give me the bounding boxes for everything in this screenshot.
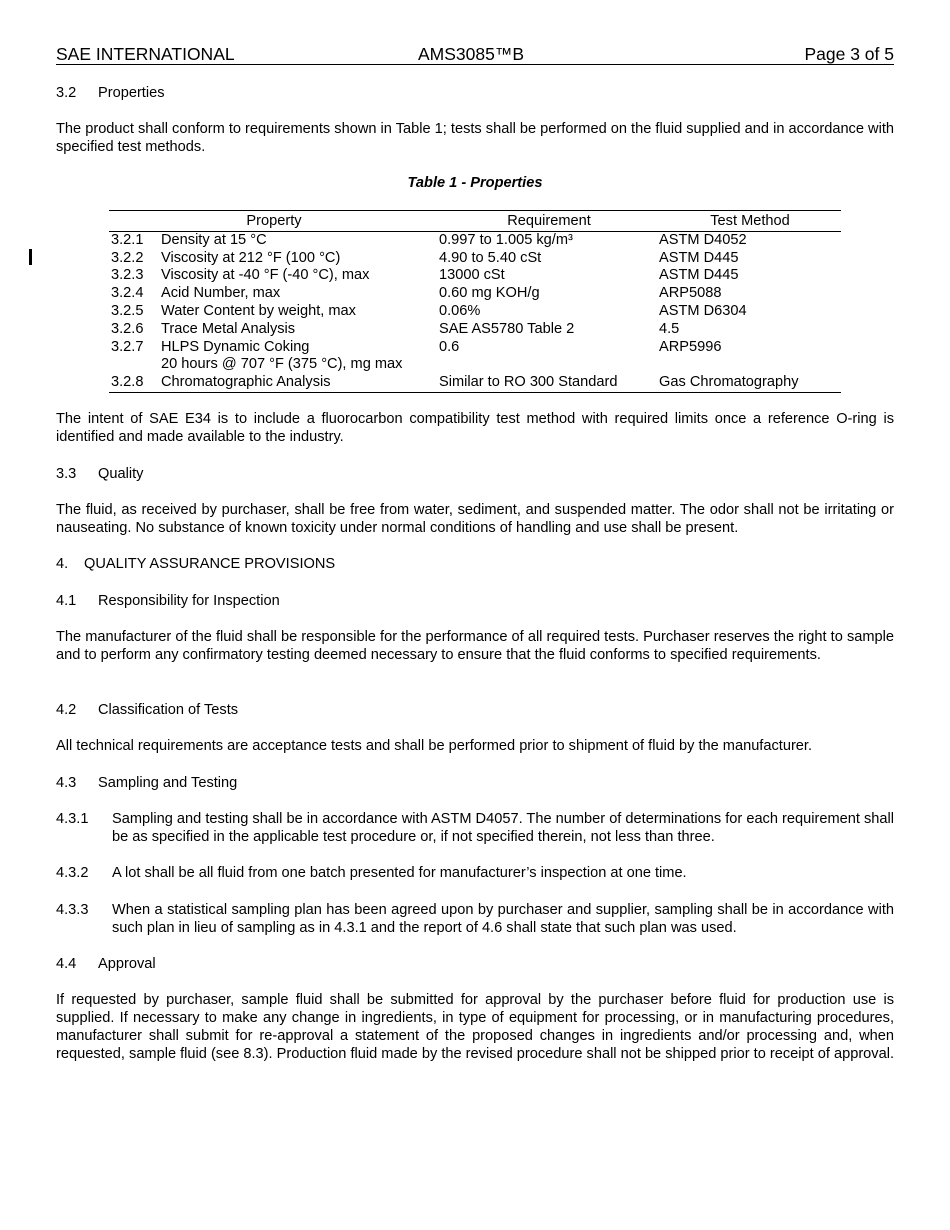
section-number: 4.3	[56, 775, 77, 791]
cell-requirement: Similar to RO 300 Standard	[439, 374, 659, 392]
cell-requirement: 0.6	[439, 338, 460, 355]
header-page-number: Page 3 of 5	[804, 44, 894, 64]
cell-number: 3.2.8	[109, 374, 161, 392]
cell-requirement: 0.997 to 1.005 kg/m³	[439, 231, 573, 248]
section-4-1-heading	[56, 592, 894, 610]
cell-requirement: 0.60 mg KOH/g	[439, 285, 540, 302]
cell-property: Viscosity at 212 °F (100 °C)	[161, 249, 341, 266]
cell-test-method: Gas Chromatography	[659, 374, 841, 392]
cell-test-method: 4.5	[659, 320, 680, 337]
change-bar	[29, 249, 32, 265]
cell-property: HLPS Dynamic Coking	[161, 338, 310, 355]
properties-table	[109, 210, 841, 393]
section-number: 4.4	[56, 956, 77, 972]
section-title: Responsibility for Inspection	[98, 593, 280, 609]
cell-test-method: ASTM D445	[659, 267, 739, 284]
cell-number	[109, 356, 161, 374]
column-header-test-method: Test Method	[659, 211, 841, 232]
table-row	[109, 339, 841, 357]
table-row	[109, 250, 841, 268]
clause-number: 4.3.2	[56, 865, 89, 881]
clause-number: 4.3.3	[56, 902, 89, 918]
cell-requirement	[439, 356, 659, 374]
cell-requirement: 0.06%	[439, 302, 481, 319]
column-header-requirement: Requirement	[439, 211, 659, 232]
section-title: Sampling and Testing	[98, 775, 238, 791]
cell-property: Trace Metal Analysis	[161, 320, 296, 337]
section-title: Classification of Tests	[98, 702, 239, 718]
section-4-3-heading	[56, 774, 894, 792]
cell-property: Chromatographic Analysis	[161, 374, 439, 392]
cell-test-method: ASTM D6304	[659, 302, 747, 319]
table-caption: Table 1 - Properties	[407, 175, 543, 191]
cell-number: 3.2.4	[111, 285, 144, 302]
cell-property: Water Content by weight, max	[161, 302, 356, 319]
section-title: Quality	[98, 466, 144, 482]
section-3-3-heading	[56, 465, 894, 483]
cell-requirement: 4.90 to 5.40 cSt	[439, 249, 542, 266]
table-row	[109, 285, 841, 303]
section-number: 3.2	[56, 85, 77, 101]
table-row	[109, 321, 841, 339]
cell-number: 3.2.2	[111, 249, 144, 266]
cell-property: Density at 15 °C	[161, 231, 267, 248]
section-title: Approval	[98, 956, 156, 972]
table-row	[109, 374, 841, 392]
section-title: Properties	[98, 85, 165, 101]
clause-text: Sampling and testing shall be in accordance with ASTM D4057. The number of determinations for each requirement shall be as specified in the applicable test procedure or, if not specified therein, not less than three.	[112, 811, 894, 845]
section-4-2-paragraph: All technical requirements are acceptance tests and shall be performed prior to shipment of fluid by the manufacturer.	[56, 738, 813, 754]
table-row	[109, 356, 841, 374]
section-3-3-paragraph: The fluid, as received by purchaser, shall be free from water, sediment, and suspended matter. The odor shall not be irritating or nauseating. No substance of known toxicity under normal conditions of handling and use shall be present.	[56, 502, 894, 536]
cell-property: 20 hours @ 707 °F (375 °C), mg max	[161, 356, 403, 373]
clause-text: A lot shall be all fluid from one batch presented for manufacturer’s inspection at one time.	[112, 865, 687, 881]
section-4-2-heading	[56, 701, 894, 719]
cell-number: 3.2.1	[111, 231, 144, 248]
clause-text: When a statistical sampling plan has been agreed upon by purchaser and supplier, sampling shall be in accordance with such plan in lieu of sampling as in 4.3.1 and the report of 4.6 shall state that such plan was used.	[112, 902, 894, 936]
cell-number: 3.2.5	[111, 302, 144, 319]
column-header-property: Property	[109, 211, 439, 232]
e34-note-paragraph: The intent of SAE E34 is to include a fluorocarbon compatibility test method with required limits once a reference O-ring is identified and made available to the industry.	[56, 411, 894, 445]
cell-property: Viscosity at -40 °F (-40 °C), max	[161, 267, 370, 284]
section-3-2-paragraph: The product shall conform to requirements shown in Table 1; tests shall be performed on the fluid supplied and in accordance with specified test methods.	[56, 121, 894, 155]
section-number: 4.	[56, 556, 69, 572]
section-number: 4.1	[56, 593, 77, 609]
table-row	[109, 231, 841, 249]
cell-test-method: ASTM D4052	[659, 231, 747, 248]
cell-number: 3.2.3	[111, 267, 144, 284]
cell-number: 3.2.6	[111, 320, 144, 337]
section-3-2-heading	[56, 84, 894, 102]
section-4-4-paragraph: If requested by purchaser, sample fluid shall be submitted for approval by the purchaser before fluid for production use is supplied. If necessary to make any change in ingredients, in type of equipment for processing, or in manufacturing procedures, manufacturer shall submit for re-approval a statement of the proposed changes in ingredients and/or processing and, when requested, sample fluid (see 8.3). Production fluid made by the revised procedure shall not be shipped prior to receipt of approval.	[56, 992, 895, 1062]
section-number: 4.2	[56, 702, 77, 718]
section-title: QUALITY ASSURANCE PROVISIONS	[84, 556, 336, 572]
cell-test-method: ASTM D445	[659, 249, 739, 266]
cell-test-method: ARP5996	[659, 338, 722, 355]
section-number: 3.3	[56, 466, 77, 482]
clause-4-3-2	[56, 864, 894, 884]
clause-4-3-3	[56, 901, 894, 941]
table-header-row	[109, 211, 841, 232]
section-4-4-heading	[56, 955, 894, 973]
section-4-heading	[56, 555, 894, 573]
cell-property: Acid Number, max	[161, 285, 281, 302]
table-row	[109, 303, 841, 321]
header-document-id: AMS3085™B	[418, 44, 525, 64]
cell-test-method	[659, 356, 841, 374]
clause-number: 4.3.1	[56, 811, 89, 827]
clause-4-3-1	[56, 810, 894, 850]
section-4-1-paragraph: The manufacturer of the fluid shall be responsible for the performance of all required tests. Purchaser reserves the right to sample and to perform any confirmatory testing deemed necessary to ensure that the fluid conforms to specified requirements.	[56, 629, 894, 663]
table-row	[109, 267, 841, 285]
cell-test-method: ARP5088	[659, 285, 722, 302]
cell-requirement: SAE AS5780 Table 2	[439, 320, 575, 337]
header-organization: SAE INTERNATIONAL	[56, 44, 235, 64]
page-header	[56, 44, 894, 65]
cell-requirement: 13000 cSt	[439, 267, 505, 284]
cell-number: 3.2.7	[111, 338, 144, 355]
